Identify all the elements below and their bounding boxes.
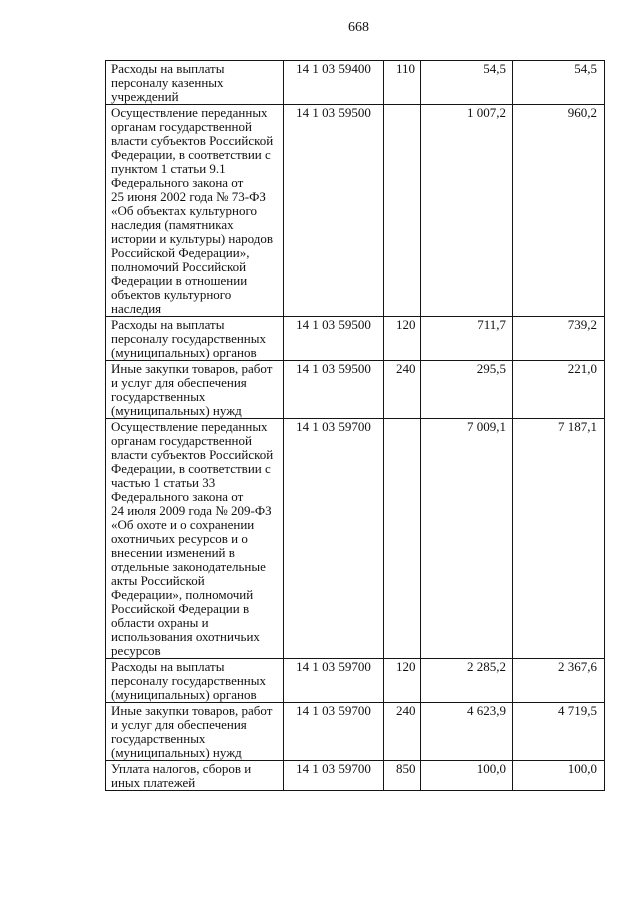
expense-name-cell: Расходы на выплаты персоналу государственных (муниципальных) органов	[106, 317, 284, 361]
expense-type-cell: 120	[384, 659, 421, 703]
table-row	[106, 703, 605, 761]
expense-name-cell: Осуществление переданных органам государственной власти субъектов Российской Федерации, в соответствии с частью 1 статьи 33 Федерального закона от 24 июля 2009 года № 209-ФЗ «Об охоте и о сохранении охотничьих ресурсов и о внесении изменений в отдельные законодательные акты Российской Федерации», полномочий Российской Федерации в области охраны и использования охотничьих ресурсов	[106, 419, 284, 659]
expense-type-cell: 240	[384, 703, 421, 761]
budget-code-cell: 14 1 03 59500	[284, 105, 384, 317]
amount-cell-1: 1 007,2	[421, 105, 513, 317]
expense-type-cell	[384, 419, 421, 659]
budget-code-cell: 14 1 03 59700	[284, 419, 384, 659]
expense-name-cell: Расходы на выплаты персоналу государственных (муниципальных) органов	[106, 659, 284, 703]
expense-name-cell: Иные закупки товаров, работ и услуг для обеспечения государственных (муниципальных) нужд	[106, 703, 284, 761]
table-row	[106, 659, 605, 703]
expense-name-cell: Осуществление переданных органам государственной власти субъектов Российской Федерации, в соответствии с пунктом 1 статьи 9.1 Федерального закона от 25 июня 2002 года № 73-ФЗ «Об объектах культурного наследия (памятниках истории и культуры) народов Российской Федерации», полномочий Российской Федерации в отношении объектов культурного наследия	[106, 105, 284, 317]
budget-code-cell: 14 1 03 59700	[284, 703, 384, 761]
table-row	[106, 761, 605, 791]
table-row	[106, 105, 605, 317]
amount-cell-2: 100,0	[513, 761, 605, 791]
amount-cell-2: 2 367,6	[513, 659, 605, 703]
amount-cell-2: 960,2	[513, 105, 605, 317]
amount-cell-2: 221,0	[513, 361, 605, 419]
expense-name-cell: Иные закупки товаров, работ и услуг для обеспечения государственных (муниципальных) нужд	[106, 361, 284, 419]
amount-cell-2: 7 187,1	[513, 419, 605, 659]
expense-type-cell: 850	[384, 761, 421, 791]
expense-name-cell: Расходы на выплаты персоналу казенных учреждений	[106, 61, 284, 105]
table-row	[106, 61, 605, 105]
budget-code-cell: 14 1 03 59700	[284, 659, 384, 703]
expense-name-cell: Уплата налогов, сборов и иных платежей	[106, 761, 284, 791]
budget-code-cell: 14 1 03 59500	[284, 317, 384, 361]
budget-code-cell: 14 1 03 59700	[284, 761, 384, 791]
amount-cell-1: 295,5	[421, 361, 513, 419]
budget-table	[105, 60, 605, 791]
table-row	[106, 317, 605, 361]
amount-cell-1: 100,0	[421, 761, 513, 791]
budget-code-cell: 14 1 03 59500	[284, 361, 384, 419]
expense-type-cell: 240	[384, 361, 421, 419]
amount-cell-2: 739,2	[513, 317, 605, 361]
expense-type-cell	[384, 105, 421, 317]
amount-cell-1: 4 623,9	[421, 703, 513, 761]
table-row	[106, 419, 605, 659]
amount-cell-1: 54,5	[421, 61, 513, 105]
page-number: 668	[348, 20, 369, 35]
amount-cell-1: 2 285,2	[421, 659, 513, 703]
amount-cell-2: 4 719,5	[513, 703, 605, 761]
expense-type-cell: 120	[384, 317, 421, 361]
amount-cell-1: 711,7	[421, 317, 513, 361]
expense-type-cell: 110	[384, 61, 421, 105]
budget-code-cell: 14 1 03 59400	[284, 61, 384, 105]
amount-cell-1: 7 009,1	[421, 419, 513, 659]
table-row	[106, 361, 605, 419]
amount-cell-2: 54,5	[513, 61, 605, 105]
